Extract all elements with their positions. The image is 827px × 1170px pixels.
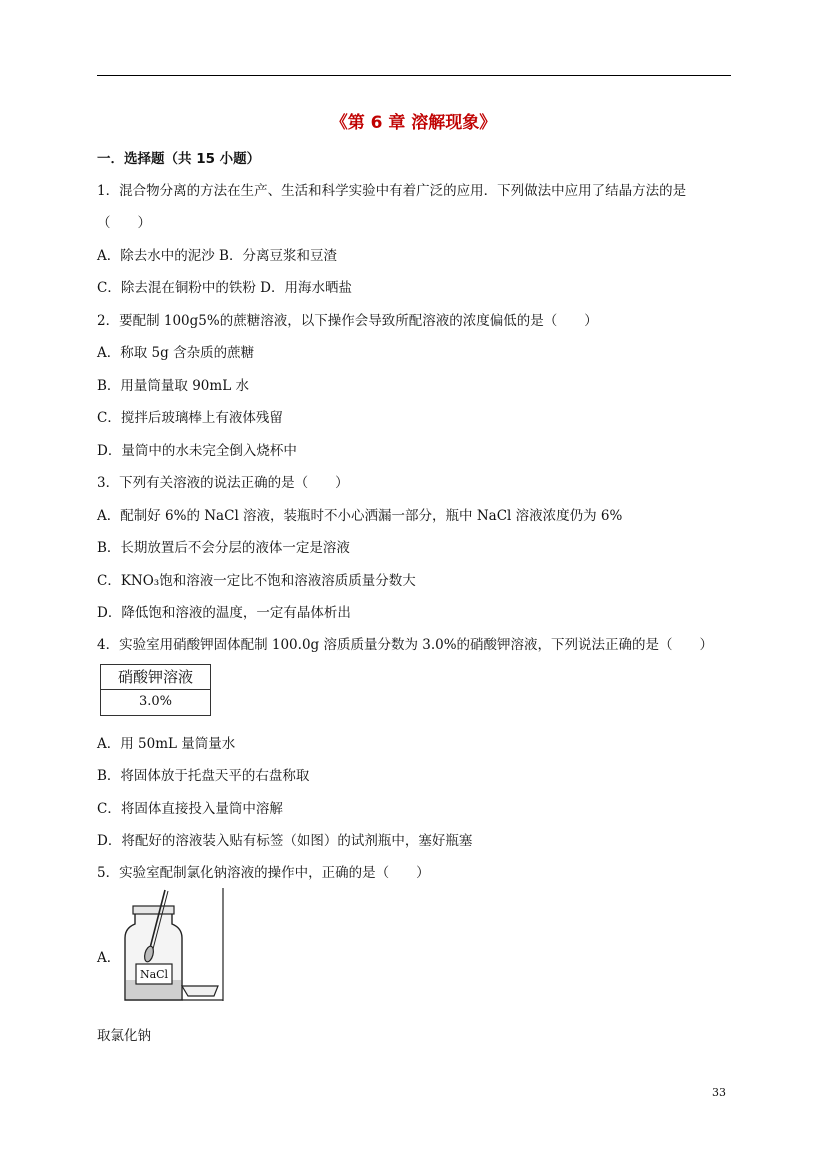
q2-stem: 2．要配制 100g5%的蔗糖溶液，以下操作会导致所配溶液的浓度偏低的是（ ） <box>97 313 598 329</box>
q3-option-d: D．降低饱和溶液的温度，一定有晶体析出 <box>97 605 351 621</box>
reagent-label-figure <box>100 664 211 716</box>
q4-stem: 4．实验室用硝酸钾固体配制 100.0g 溶质质量分数为 3.0%的硝酸钾溶液，下列说法正确的是（ ） <box>97 637 714 653</box>
q1-blank: （ ） <box>97 215 151 231</box>
q2-option-c: C．搅拌后玻璃棒上有液体残留 <box>97 410 283 426</box>
q1-stem: 1．混合物分离的方法在生产、生活和科学实验中有着广泛的应用．下列做法中应用了结晶方法的是 <box>97 183 687 199</box>
section-heading: 一．选择题（共 15 小题） <box>97 151 261 167</box>
q4-option-d: D．将配好的溶液装入贴有标签（如图）的试剂瓶中，塞好瓶塞 <box>97 833 473 849</box>
q1-options-ab: A．除去水中的泥沙 B．分离豆浆和豆渣 <box>97 248 337 264</box>
q5-option-a-caption: 取氯化钠 <box>97 1028 151 1044</box>
page-number: 33 <box>712 1086 726 1099</box>
q2-option-d: D．量筒中的水未完全倒入烧杯中 <box>97 443 297 459</box>
header-rule <box>97 75 731 76</box>
q3-option-b: B．长期放置后不会分层的液体一定是溶液 <box>97 540 350 556</box>
q3-option-c: C．KNO₃饱和溶液一定比不饱和溶液溶质质量分数大 <box>97 573 416 589</box>
q5-stem: 5．实验室配制氯化钠溶液的操作中，正确的是（ ） <box>97 865 430 881</box>
reagent-label-value: 3.0% <box>138 694 173 709</box>
q4-option-c: C．将固体直接投入量筒中溶解 <box>97 801 283 817</box>
reagent-label-name: 硝酸钾溶液 <box>101 665 210 690</box>
q3-stem: 3．下列有关溶液的说法正确的是（ ） <box>97 475 349 491</box>
q1-options-cd: C．除去混在铜粉中的铁粉 D．用海水晒盐 <box>97 280 352 296</box>
bottle-label-text: NaCl <box>139 968 169 981</box>
q2-option-a: A．称取 5g 含杂质的蔗糖 <box>97 345 255 361</box>
bottle-spoon-figure <box>120 888 225 1003</box>
q2-option-b: B．用量筒量取 90mL 水 <box>97 378 249 394</box>
chapter-title: 《第 6 章 溶解现象》 <box>330 113 497 133</box>
q5-option-a-label: A． <box>97 950 121 966</box>
q4-option-b: B．将固体放于托盘天平的右盘称取 <box>97 768 310 784</box>
q4-option-a: A．用 50mL 量筒量水 <box>97 736 236 752</box>
q3-option-a: A．配制好 6%的 NaCl 溶液，装瓶时不小心洒漏一部分，瓶中 NaCl 溶液浓度仍为 6% <box>97 508 623 524</box>
